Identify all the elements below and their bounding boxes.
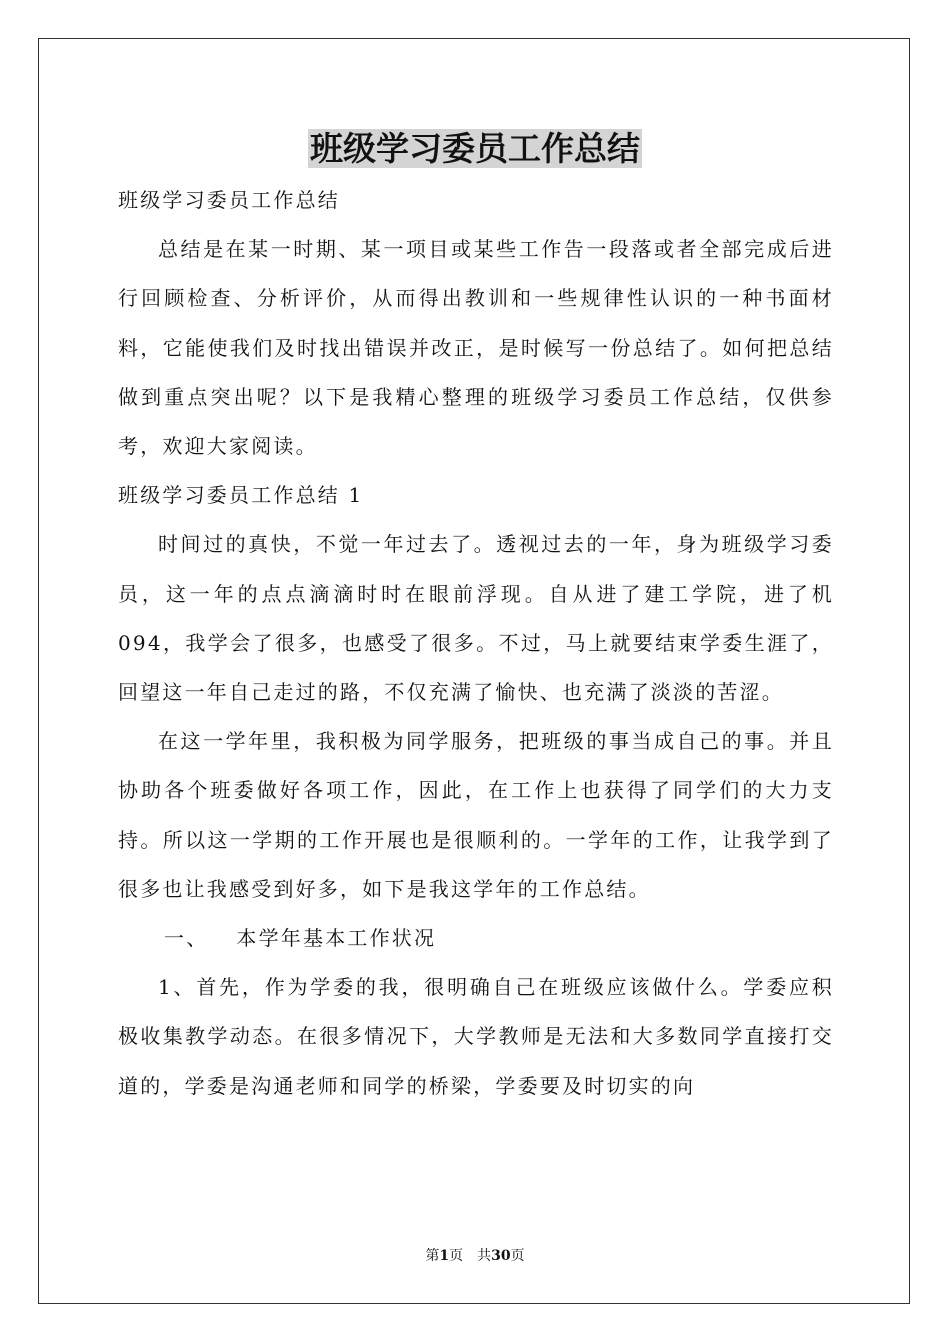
page-footer — [0, 1247, 950, 1265]
paragraph-2: 在这一学年里，我积极为同学服务，把班级的事当成自己的事。并且协助各个班委做好各项工作，因此，在工作上也获得了同学们的大力支持。所以这一学期的工作开展也是很顺利的。一学年的工作，让我学到了很多也让我感受到好多，如下是我这学年的工作总结。 — [118, 729, 834, 901]
footer-suffix: 页 — [510, 1248, 525, 1264]
paragraph-1: 时间过的真快，不觉一年过去了。透视过去的一年，身为班级学习委员，这一年的点点滴滴时时在眼前浮现。自从进了建工学院，进了机 094，我学会了很多，也感受了很多。不过，马上就要结束学委生涯了，回望这一年自己走过的路，不仅充满了愉快、也充满了淡淡的苦涩。 — [118, 532, 834, 705]
footer-mid: 页 共 — [449, 1248, 492, 1264]
intro-paragraph: 总结是在某一时期、某一项目或某些工作告一段落或者全部完成后进行回顾检查、分析评价，从而得出教训和一些规律性认识的一种书面材料，它能使我们及时找出错误并改正，是时候写一份总结了。如何把总结做到重点突出呢？以下是我精心整理的班级学习委员工作总结，仅供参考，欢迎大家阅读。 — [118, 237, 834, 459]
footer-page-number: 1 — [439, 1248, 450, 1264]
section-title: 班级学习委员工作总结 1 — [118, 483, 364, 508]
section-heading-text: 本学年基本工作状况 — [236, 926, 437, 951]
footer-prefix: 第 — [425, 1248, 440, 1264]
document-body — [118, 176, 834, 1111]
paragraph-3: 1、首先，作为学委的我，很明确自己在班级应该做什么。学委应积极收集教学动态。在很多情况下，大学教师是无法和大多数同学直接打交道的，学委是沟通老师和同学的桥梁，学委要及时切实的向 — [118, 975, 834, 1098]
document-subtitle: 班级学习委员工作总结 — [118, 188, 340, 212]
section-heading — [118, 914, 834, 963]
document-title — [0, 126, 950, 172]
section-heading-number: 一、 — [164, 926, 209, 951]
footer-total-pages: 30 — [491, 1248, 511, 1264]
document-title-text: 班级学习委员工作总结 — [310, 129, 640, 168]
